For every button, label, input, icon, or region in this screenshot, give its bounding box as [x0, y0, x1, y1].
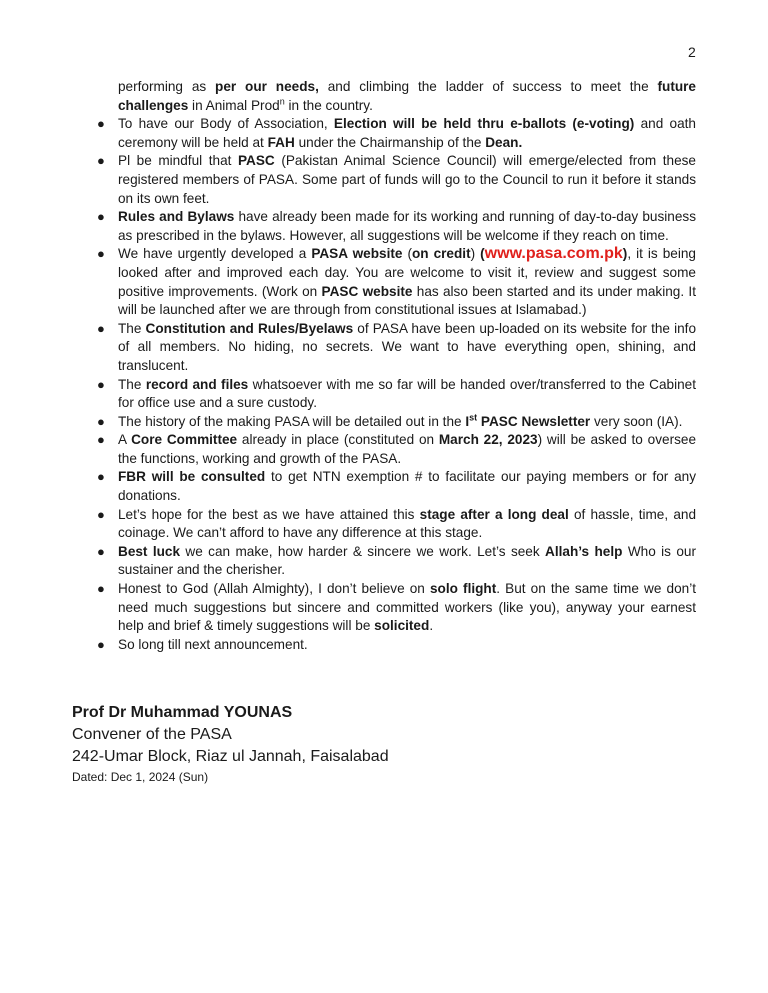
- text-run: Honest to God (Allah Almighty), I don’t believe on: [118, 581, 430, 597]
- bold-text: Allah’s help: [545, 543, 623, 559]
- bullet-item: [97, 376, 696, 413]
- superscript-text: st: [469, 412, 478, 423]
- text-run: Pl be mindful that: [118, 153, 238, 169]
- text-run: So long till next announcement.: [118, 636, 308, 652]
- document-date: Dated: Dec 1, 2024 (Sun): [72, 770, 209, 784]
- text-run: in Animal Prod: [188, 97, 280, 113]
- superscript-text: n: [279, 96, 285, 107]
- bullet-dot-icon: ●: [97, 320, 105, 336]
- text-run: Let’s hope for the best as we have attained this: [118, 506, 420, 522]
- bold-text: solicited: [374, 618, 430, 634]
- bullet-item: [97, 580, 697, 636]
- bullet-item: [97, 543, 696, 580]
- bullet-dot-icon: ●: [97, 543, 105, 559]
- text-run: , it is being looked after and improved each day. You are welcome to visit it, review and suggest some positive improvements. (Work on: [118, 246, 696, 299]
- website-link[interactable]: www.pasa.com.pk: [484, 245, 623, 263]
- bullet-dot-icon: ●: [97, 432, 105, 448]
- text-run: The: [118, 376, 146, 392]
- bold-text: on credit: [411, 246, 471, 262]
- bold-text: Dean.: [485, 134, 523, 150]
- text-run: we can make, how harder & sincere we work. Let’s seek: [180, 543, 546, 559]
- bullet-dot-icon: ●: [97, 636, 105, 652]
- text-run: To have our Body of Association,: [118, 116, 334, 132]
- bullet-dot-icon: ●: [97, 413, 105, 429]
- bullet-item: [97, 152, 696, 208]
- text-run: has also been started and its under making. It will be launched after we are through from constitutional issues at Islamabad.): [118, 283, 696, 318]
- text-run: ) will be asked to oversee the functions, working and growth of the PASA.: [118, 432, 697, 466]
- bullet-dot-icon: ●: [97, 209, 105, 225]
- bullet-dot-icon: ●: [97, 246, 105, 262]
- bullet-dot-icon: ●: [97, 506, 105, 522]
- bullet-item: [97, 431, 697, 468]
- text-run: We have urgently developed a: [118, 246, 312, 262]
- bullet-item: [97, 506, 697, 543]
- text-run: already in place (constituted on: [237, 432, 439, 448]
- bold-text: Best luck: [118, 543, 181, 559]
- text-run: in the country.: [284, 97, 373, 113]
- text-run: The history of the making PASA will be detailed out in the: [118, 413, 466, 429]
- bold-text: March 22, 2023: [438, 432, 538, 448]
- text-run: .: [429, 618, 434, 634]
- text-run: have already been made for its working and running of day-to-day business as prescribed in the bylaws. However, all suggestions will be welcome if they reach on time.: [118, 209, 696, 243]
- bullet-item: [97, 412, 696, 432]
- bullet-dot-icon: ●: [97, 116, 105, 132]
- bold-text: PASC website: [321, 283, 413, 299]
- bullet-item: [97, 208, 696, 245]
- text-run: . But on the same time we don’t need much suggestions but sincere and committed workers (like you), anyway your earnest help and brief & timely suggestions will be: [118, 581, 697, 634]
- bold-text: per our needs,: [215, 79, 319, 94]
- bold-text: stage after a long deal: [419, 506, 569, 522]
- signatory-title: Convener of the PASA: [72, 726, 232, 743]
- text-run: and climbing the ladder of success to meet the: [318, 79, 658, 94]
- bullet-dot-icon: ●: [97, 376, 105, 392]
- intro-paragraph: [118, 78, 696, 115]
- text-run: to get NTN exemption # to facilitate our paying members or for any donations.: [118, 469, 697, 504]
- text-run: and oath ceremony will be held at: [118, 116, 696, 150]
- text-run: A: [118, 432, 132, 448]
- document-body: [97, 78, 697, 654]
- bold-text: solo flight: [429, 581, 497, 597]
- bold-text: Election will be held thru e-ballots (e-voting): [333, 116, 635, 132]
- text-run: (: [402, 246, 412, 262]
- text-run: under the Chairmanship of the: [294, 134, 486, 150]
- text-run: (Pakistan Animal Science Council) will emerge/elected from these registered members of PASA. Some part of funds will go to the Council to run it before it stands on its own feet.: [118, 153, 696, 206]
- bold-text: record and files: [145, 376, 249, 392]
- bold-text: ): [622, 246, 628, 262]
- bold-text: I: [465, 413, 470, 429]
- text-run: whatsoever with me so far will be handed over/transferred to the Cabinet for office use and a sure custody.: [118, 376, 696, 411]
- bold-text: PASC Newsletter: [477, 413, 591, 429]
- bold-text: Constitution and Rules/Byelaws: [145, 320, 354, 336]
- bullet-item: [97, 636, 696, 655]
- bold-text: FBR will be consulted: [118, 469, 266, 485]
- bold-text: PASC: [237, 153, 275, 169]
- page-number: 2: [688, 44, 696, 60]
- text-run: performing as: [118, 79, 216, 94]
- bullet-item: [97, 245, 696, 319]
- bullet-dot-icon: ●: [97, 469, 105, 485]
- signatory-address: 242-Umar Block, Riaz ul Jannah, Faisalabad: [72, 748, 389, 765]
- bullet-list: [97, 115, 697, 654]
- bold-text: Rules and Bylaws: [118, 209, 235, 225]
- bullet-dot-icon: ●: [97, 581, 105, 597]
- bullet-item: [97, 468, 697, 505]
- bullet-item: [97, 320, 697, 376]
- text-run: Who is our sustainer and the cherisher.: [118, 543, 696, 578]
- text-run: The: [118, 320, 146, 336]
- signatory-name: Prof Dr Muhammad YOUNAS: [72, 704, 293, 721]
- bold-text: future challenges: [118, 79, 696, 113]
- text-run: very soon (IA).: [590, 413, 683, 429]
- bullet-item: [97, 115, 696, 152]
- bold-text: Core Committee: [131, 432, 238, 448]
- bold-text: FAH: [267, 134, 295, 150]
- bold-text: (: [480, 246, 485, 262]
- text-run: of hassle, time, and coinage. We can’t afford to have any difference at this stage.: [118, 506, 697, 541]
- text-run: of PASA have been up-loaded on its website for the info of all members. No hiding, no secrets. We want to have everything open, shining, and translucent.: [118, 320, 697, 373]
- bold-text: PASA website: [311, 246, 403, 262]
- text-run: ): [470, 246, 481, 262]
- bullet-dot-icon: ●: [97, 153, 105, 169]
- signature-block: [72, 702, 389, 786]
